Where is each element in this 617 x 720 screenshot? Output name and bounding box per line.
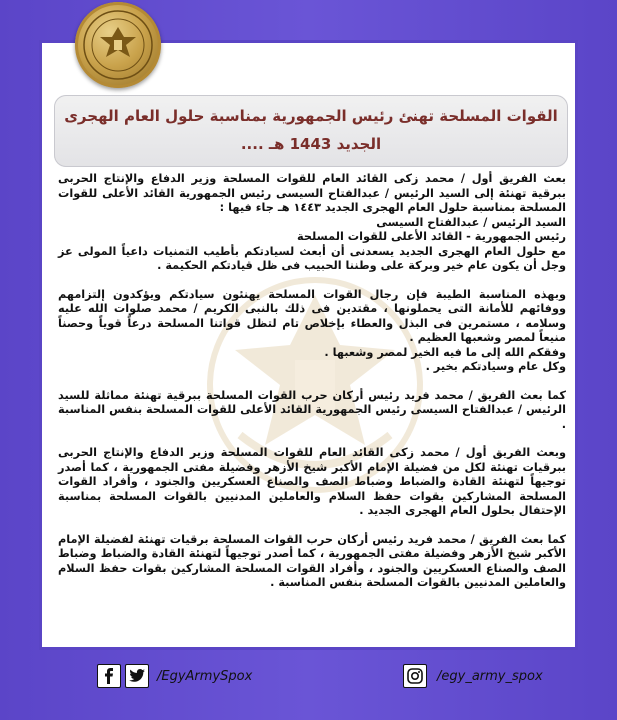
headline-line-1: القوات المسلحة تهنئ رئيس الجمهورية بمناسبة حلول العام الهجرى: [64, 107, 558, 125]
paragraph-2: وبهذه المناسبة الطيبة فإن رجال القوات المسلحة يهنئون سيادتكم ويؤكدون إلتزامهم ووفائهم للأمانة التى يحملونها ، مقتدين فى ذلك بالنبى الكريم / محمد صلوات الله عليه وسلامه ، مستمرين فى البذل والعطاء بإخلاص تام لتظل قواتنا المسلحة درعاً قوياً وحصناً منيعاً لمصر وشعبها العظيم . وفقكم الله إلى ما فيه الخير لمصر وشعبها . وكل عام وسيادتكم بخير .: [58, 287, 566, 373]
twitter-icon[interactable]: [125, 664, 149, 688]
eagle-emblem-icon: [80, 7, 156, 83]
paragraph-3: كما بعث الفريق / محمد فريد رئيس أركان حرب القوات المسلحة ببرقية تهنئة مماثلة للسيد الرئيس / عبدالفتاح السيسى رئيس الجمهورية القائد الأعلى للقوات المسلحة بنفس المناسبة .: [58, 388, 566, 431]
paragraph-5: كما بعث الفريق / محمد فريد رئيس أركان حرب القوات المسلحة برقيات تهنئة لفضيلة الإمام الأكبر شيخ الأزهر وفضيلة مفتى الجمهورية ، كما أصدر توجيهاً لتهنئة القادة والضباط وضباط الصف والصناع العسكريين والجنود ، وأفراد القوات المسلحة المشاركين بقوات حفظ السلام والعاملين المدنيين بالقوات المسلحة بنفس المناسبة .: [58, 532, 566, 589]
social-left-group: [97, 664, 252, 688]
facebook-icon[interactable]: [97, 664, 121, 688]
right-social-handle[interactable]: /egy_army_spox: [437, 668, 543, 684]
instagram-icon[interactable]: [403, 664, 427, 688]
social-footer: [0, 660, 617, 696]
paragraph-4: وبعث الفريق أول / محمد زكى القائد العام للقوات المسلحة وزير الدفاع والإنتاج الحربى ببرقيات تهنئة لكل من فضيلة الإمام الأكبر شيخ الأزهر وفضيلة مفتى الجمهورية ، كما أصدر توجيهاً لتهنئة القادة والضباط وضباط الصف والصناع العسكريين والجنود ، وأفراد القوات المسلحة المشاركين بقوات حفظ السلام والعاملين المدنيين بالقوات المسلحة بمناسبة الإحتفال بحلول العام الهجرى الجديد .: [58, 446, 566, 517]
headline-line-2: الجديد 1443 هـ ....: [240, 135, 382, 153]
armed-forces-logo: [75, 2, 161, 88]
headline-box: [54, 95, 568, 167]
paragraph-1: بعث الفريق أول / محمد زكى القائد العام للقوات المسلحة وزير الدفاع والإنتاج الحربى ببرقية تهنئة إلى السيد الرئيس / عبدالفتاح السيسى رئيس الجمهورية القائد الأعلى للقوات المسلحة بمناسبة حلول العام الهجرى الجديد ١٤٤٣ هـ جاء فيها : السيد الرئيس / عبدالفتاح السيسى رئيس الجمهورية - القائد الأعلى للقوات المسلحة مع حلول العام الهجرى الجديد يسعدنى أن أبعث لسيادتكم بأطيب التمنيات داعياً المولى عز وجل أن يكون عام خير وبركة على وطننا الحبيب فى ظل قيادتكم الحكيمة .: [58, 172, 566, 272]
social-right-group: [403, 664, 543, 688]
left-social-handle[interactable]: /EgyArmySpox: [157, 668, 253, 684]
article-body: [58, 172, 566, 642]
